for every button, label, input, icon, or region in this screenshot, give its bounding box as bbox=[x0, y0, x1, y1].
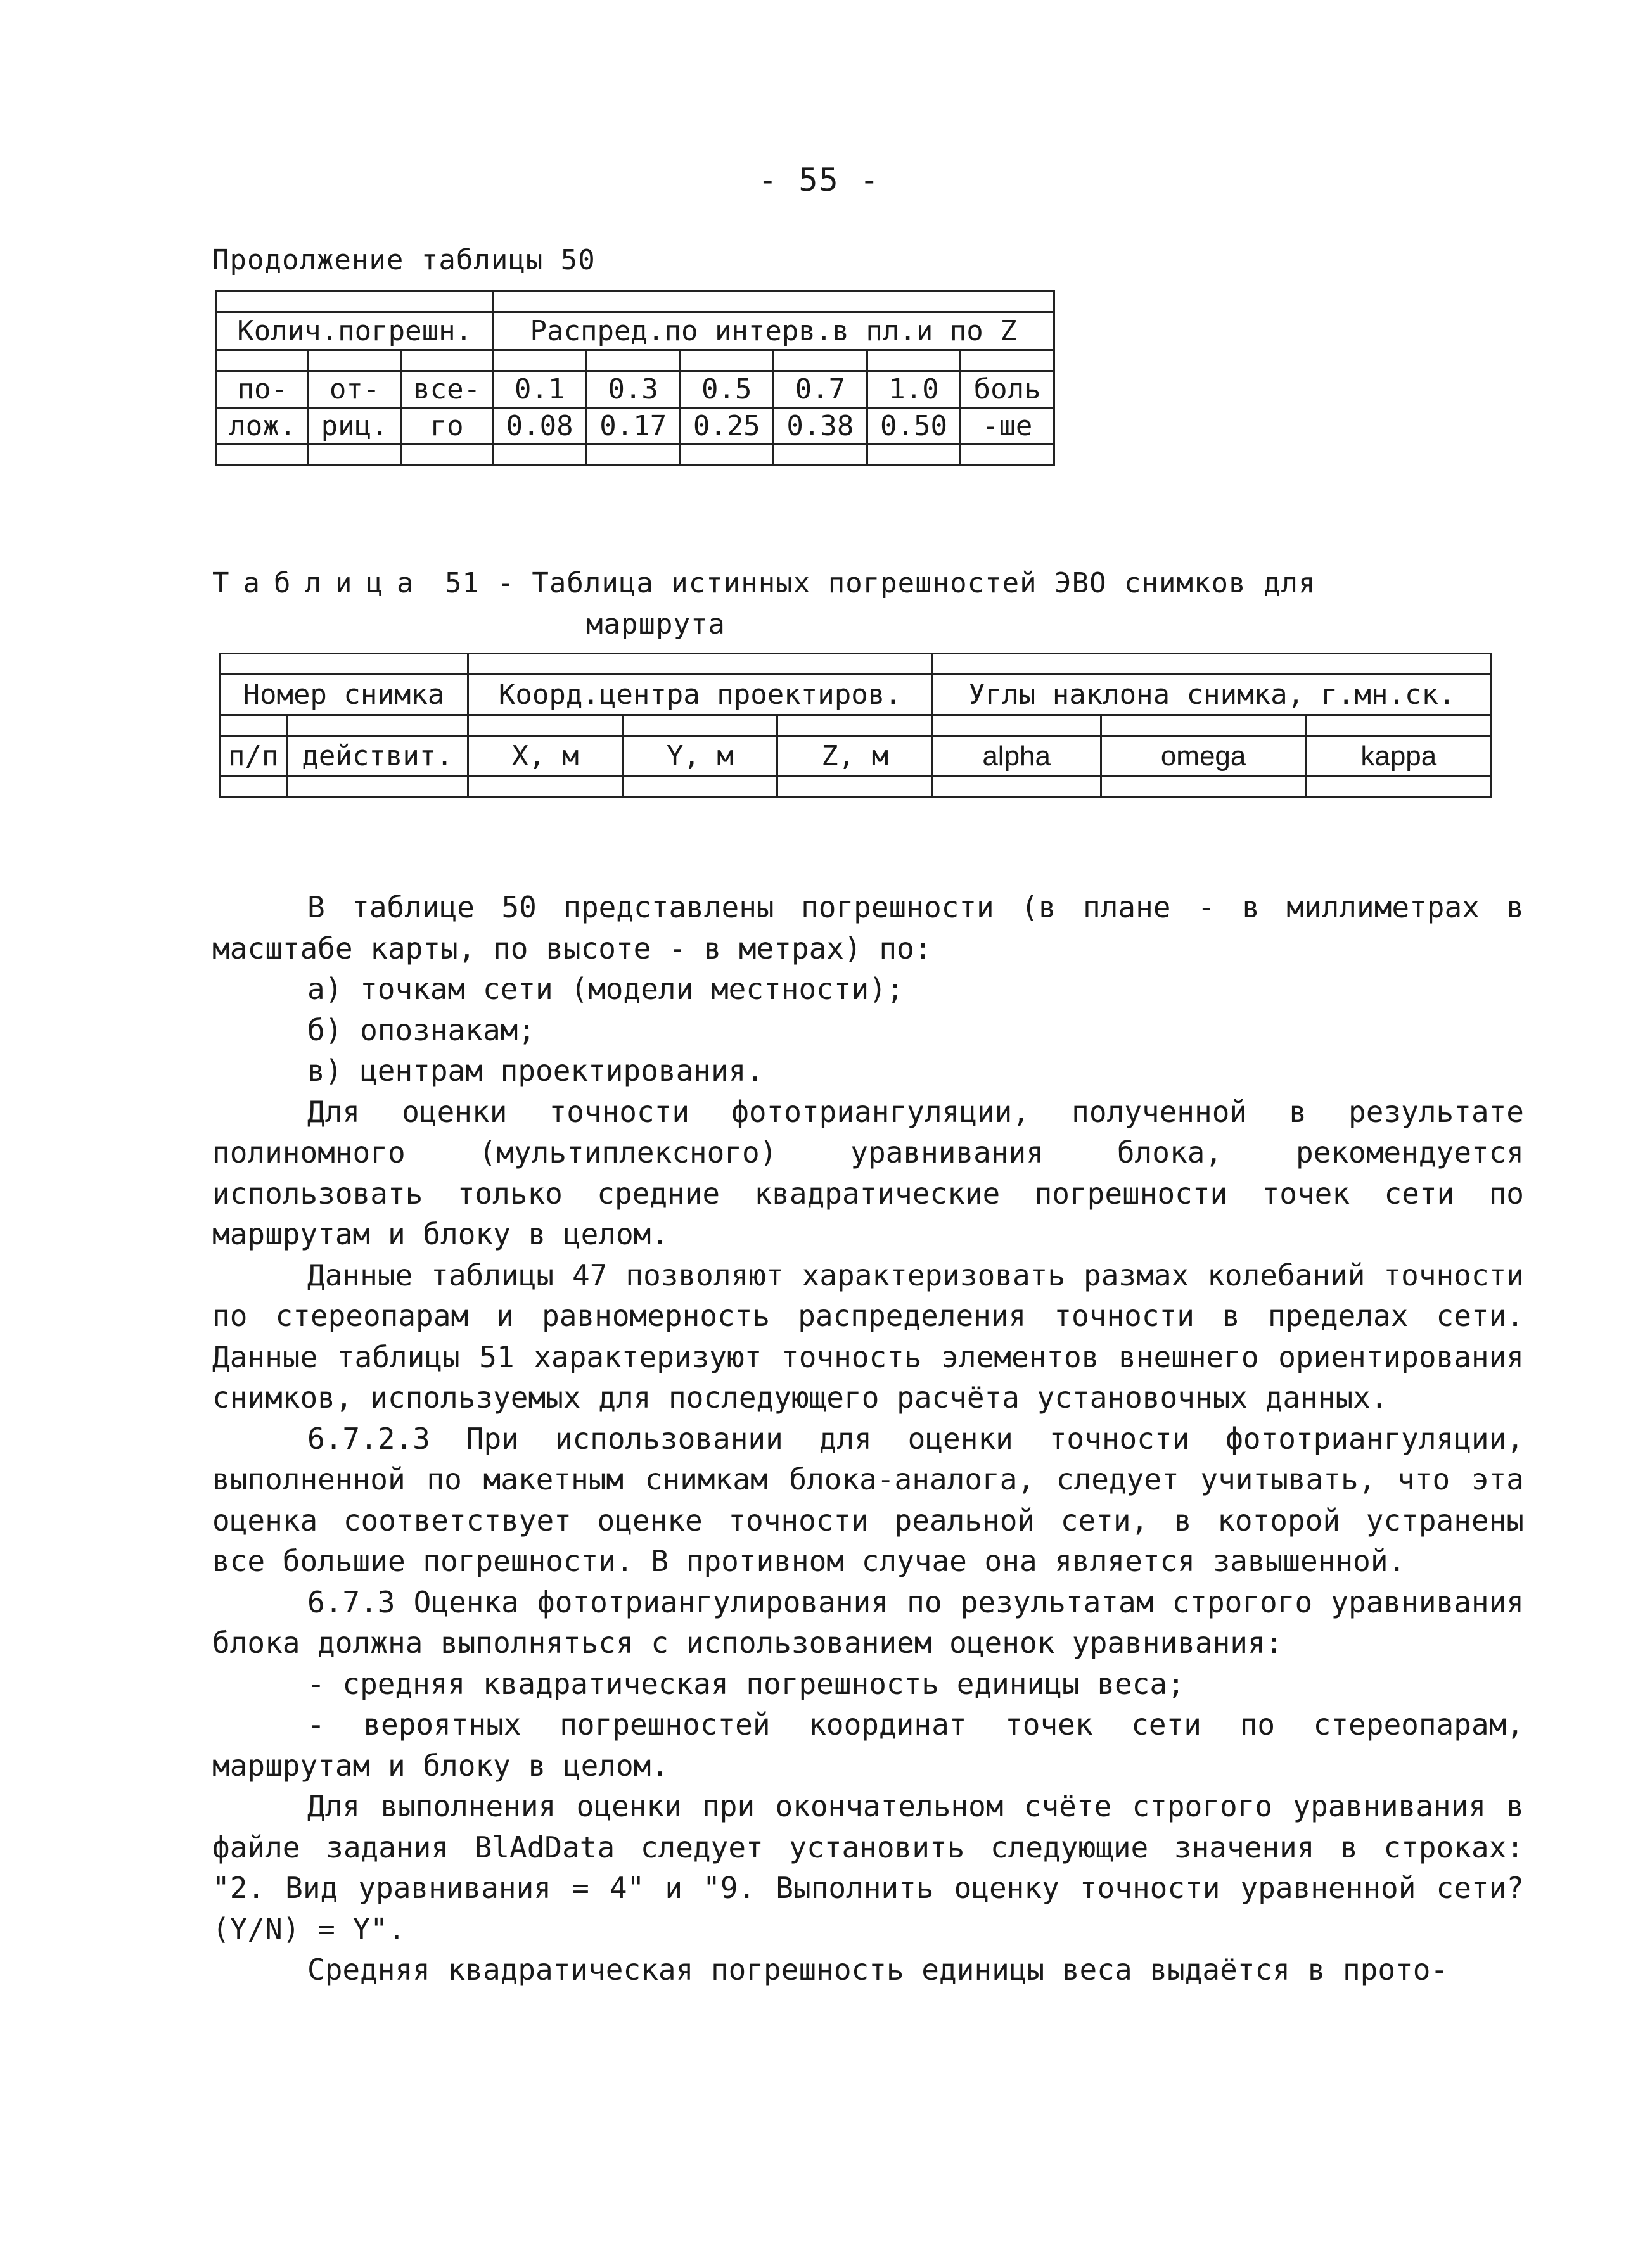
list-item-b: б) опознакам; bbox=[307, 1012, 536, 1047]
table51-caption-line2: маршрута bbox=[586, 608, 726, 640]
paragraph-2: Для оценки точности фототриангуляции, полученной в результате полиномного (мультиплексного) уравнивания блока, рекомендуется использовать только средние квадратические погрешности точек сети по маршрутам и блоку в целом. bbox=[212, 1094, 1524, 1251]
table50-continuation bbox=[215, 290, 1055, 466]
col-total-line1: все- bbox=[400, 371, 492, 408]
col-seq-number: п/п bbox=[220, 736, 287, 777]
col-alpha: alpha bbox=[932, 736, 1101, 777]
paragraph-6: - вероятных погрешностей координат точек сети по стереопарам, маршрутам и блоку в целом. bbox=[212, 1707, 1524, 1783]
body-text bbox=[212, 887, 1524, 1991]
interval-5-line1: 1.0 bbox=[867, 371, 961, 408]
interval-4-line2: 0.38 bbox=[774, 408, 867, 445]
page-number: - 55 - bbox=[758, 162, 880, 198]
interval-6-line1: боль bbox=[961, 371, 1054, 408]
col-negative-line2: риц. bbox=[309, 408, 400, 445]
header-tilt-angles: Углы наклона снимка, г.мн.ск. bbox=[932, 675, 1491, 715]
col-actual-number: действит. bbox=[287, 736, 468, 777]
col-z: Z, м bbox=[777, 736, 932, 777]
paragraph-3: Данные таблицы 47 позволяют характеризовать размах колебаний точности по стереопарам и равномерность распределения точности в пределах сети. Данные таблицы 51 характеризуют точность элементов внешнего ориентирования снимков, используемых для последующего расчёта установочных данных. bbox=[212, 1258, 1524, 1415]
paragraph-7: Для выполнения оценки при окончательном счёте строгого уравнивания в файле задания BlAdData следует установить следующие значения в строках: "2. Вид уравнивания = 4" и "9. Выполнить оценку точности уравненной сети? (Y/N) = Y". bbox=[212, 1789, 1524, 1946]
col-x: X, м bbox=[468, 736, 622, 777]
interval-2-line1: 0.3 bbox=[586, 371, 680, 408]
interval-1-line2: 0.08 bbox=[493, 408, 587, 445]
table51 bbox=[219, 653, 1492, 798]
col-positive-line1: по- bbox=[217, 371, 309, 408]
col-negative-line1: от- bbox=[309, 371, 400, 408]
paragraph-1: В таблице 50 представлены погрешности (в плане - в миллиметрах в масштабе карты, по высоте - в метрах) по: bbox=[212, 890, 1524, 965]
table50-caption: Продолжение таблицы 50 bbox=[212, 244, 596, 276]
list-item-c: в) центрам проектирования. bbox=[307, 1054, 764, 1088]
table51-caption bbox=[212, 567, 1315, 599]
paragraph-4: 6.7.2.3 При использовании для оценки точности фототриангуляции, выполненной по макетным снимкам блока-аналога, следует учитывать, что эта оценка соответствует оценке точности реальной сети, в которой устранены все большие погрешности. В противном случае она является завышенной. bbox=[212, 1421, 1524, 1578]
paragraph-5: 6.7.3 Оценка фототриангулирования по результатам строгого уравнивания блока должна выполняться с использованием оценок уравнивания: bbox=[212, 1584, 1524, 1660]
list-item-a: а) точкам сети (модели местности); bbox=[307, 972, 904, 1006]
interval-4-line1: 0.7 bbox=[774, 371, 867, 408]
col-kappa: kappa bbox=[1306, 736, 1491, 777]
interval-5-line2: 0.50 bbox=[867, 408, 961, 445]
interval-6-line2: -ше bbox=[961, 408, 1054, 445]
header-error-count: Колич.погрешн. bbox=[217, 312, 493, 350]
interval-2-line2: 0.17 bbox=[586, 408, 680, 445]
paragraph-8: Средняя квадратическая погрешность единицы веса выдаётся в прото- bbox=[307, 1953, 1449, 1987]
interval-1-line1: 0.1 bbox=[493, 371, 587, 408]
col-positive-line2: лож. bbox=[217, 408, 309, 445]
col-y: Y, м bbox=[623, 736, 777, 777]
header-center-coordinates: Коорд.центра проектиров. bbox=[468, 675, 932, 715]
header-error-distribution: Распред.по интерв.в пл.и по Z bbox=[493, 312, 1054, 350]
table51-caption-label: Таблица bbox=[212, 567, 428, 599]
header-image-number: Номер снимка bbox=[220, 675, 468, 715]
table51-caption-rest: 51 - Таблица истинных погрешностей ЭВО снимков для bbox=[444, 567, 1316, 599]
col-total-line2: го bbox=[400, 408, 492, 445]
interval-3-line1: 0.5 bbox=[680, 371, 774, 408]
list-item-d: - средняя квадратическая погрешность единицы веса; bbox=[307, 1666, 1185, 1701]
interval-3-line2: 0.25 bbox=[680, 408, 774, 445]
col-omega: omega bbox=[1101, 736, 1306, 777]
